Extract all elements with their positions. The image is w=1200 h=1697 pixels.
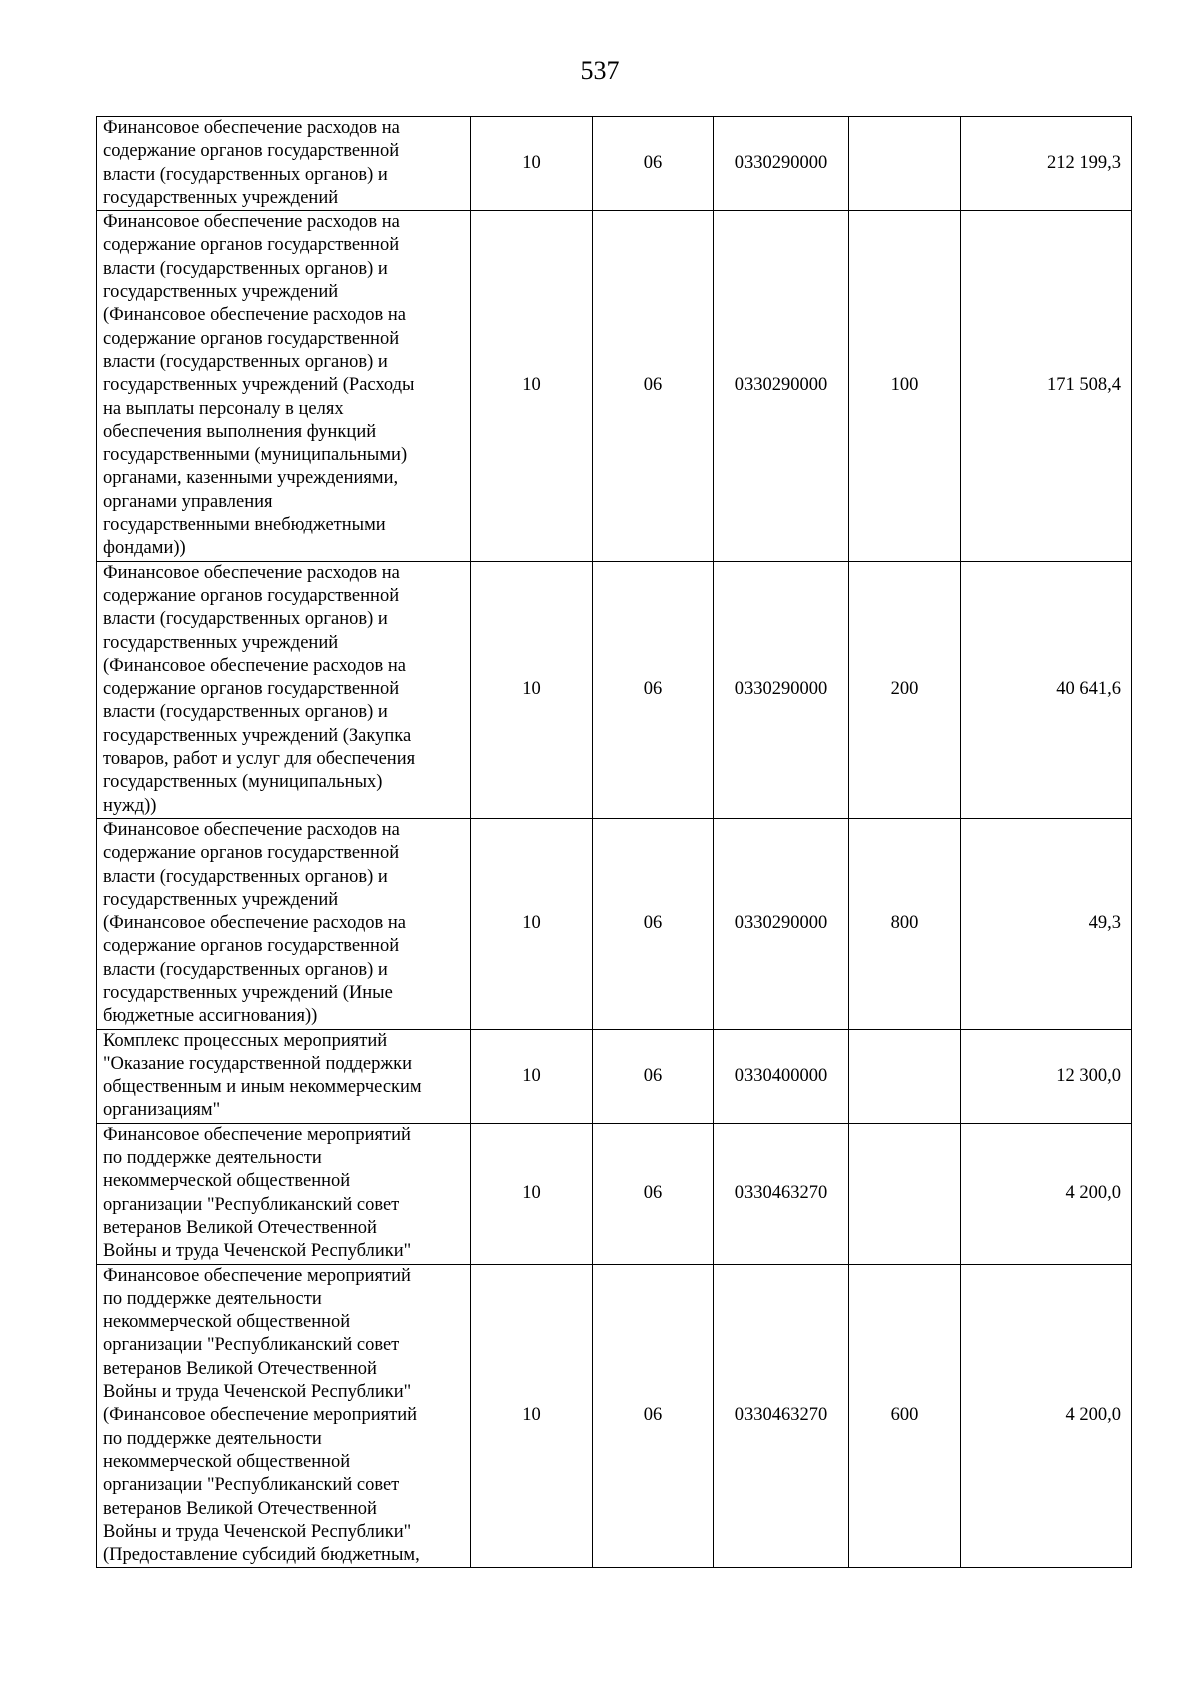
expense-name-line: власти (государственных органов) и [103,258,388,279]
expense-name-line: некоммерческой общественной [103,1171,351,1192]
expense-name-line: государственных учреждений (Расходы [103,375,415,396]
subsection-code-cell: 06 [593,117,714,211]
expense-name-line: государственных учреждений (Закупка [103,725,412,746]
expense-name-line: (Финансовое обеспечение расходов на [103,913,407,934]
expense-name-cell [97,1029,471,1123]
expense-name-line: общественным и иным некоммерческим [103,1077,422,1098]
expense-name-line: ветеранов Великой Отечественной [103,1358,377,1379]
expense-name-cell [97,818,471,1029]
amount-cell: 4 200,0 [961,1123,1132,1264]
subsection-code-cell: 06 [593,1264,714,1568]
page-number: 537 [580,56,620,85]
expense-type-cell [849,1123,961,1264]
section-code-cell: 10 [471,1264,593,1568]
expense-name-line: власти (государственных органов) и [103,164,388,185]
expense-name-line: организациям" [103,1100,221,1121]
expense-name-line: Войны и труда Чеченской Республики" [103,1521,412,1542]
expense-name-line: фондами)) [103,538,186,559]
expense-name-line: власти (государственных органов) и [103,609,388,630]
expense-name-line: государственных учреждений (Иные [103,982,393,1003]
expense-name-line: организации "Республиканский совет [103,1194,400,1215]
expense-name-cell [97,117,471,211]
expense-name-line: государственными внебюджетными [103,515,386,536]
subsection-code-cell: 06 [593,1029,714,1123]
expense-name-cell [97,211,471,561]
expense-name-line: ветеранов Великой Отечественной [103,1498,377,1519]
expense-name-line: "Оказание государственной поддержки [103,1053,413,1074]
expense-name-line: Финансовое обеспечение расходов на [103,212,400,233]
expense-name-line: государственных учреждений [103,632,339,653]
table-row [97,1029,1132,1123]
expense-name-line: бюджетные ассигнования)) [103,1006,318,1027]
expense-type-cell [849,117,961,211]
expense-name-line: Войны и труда Чеченской Республики" [103,1382,412,1403]
expense-name-line: некоммерческой общественной [103,1451,351,1472]
expense-name-line: (Предоставление субсидий бюджетным, [103,1545,420,1566]
section-code-cell: 10 [471,1029,593,1123]
expense-name-line: власти (государственных органов) и [103,702,388,723]
expense-name-line: содержание органов государственной [103,585,400,606]
expense-type-cell: 800 [849,818,961,1029]
expense-name-cell [97,1264,471,1568]
expense-name-line: по поддержке деятельности [103,1148,322,1169]
expense-name-cell [97,561,471,818]
expense-name-line: власти (государственных органов) и [103,351,388,372]
expense-name-line: содержание органов государственной [103,679,400,700]
expense-name-line: по поддержке деятельности [103,1428,322,1449]
expense-name-line: органами, казенными учреждениями, [103,468,399,489]
subsection-code-cell: 06 [593,1123,714,1264]
table-row [97,818,1132,1029]
expense-name-line: (Финансовое обеспечение мероприятий [103,1405,418,1426]
expense-name-line: Комплекс процессных мероприятий [103,1030,388,1051]
budget-table-body [97,117,1132,1568]
target-article-cell: 0330290000 [714,818,849,1029]
target-article-cell: 0330290000 [714,117,849,211]
expense-name-line: нужд)) [103,795,157,816]
expense-type-cell: 200 [849,561,961,818]
expense-name-line: органами управления [103,491,273,512]
table-row [97,1123,1132,1264]
subsection-code-cell: 06 [593,561,714,818]
expense-name-line: государственных учреждений [103,889,339,910]
expense-name-line: власти (государственных органов) и [103,959,388,980]
budget-table [96,116,1132,1568]
expense-name-line: Финансовое обеспечение расходов на [103,562,400,583]
expense-name-line: содержание органов государственной [103,141,400,162]
section-code-cell: 10 [471,1123,593,1264]
amount-cell: 212 199,3 [961,117,1132,211]
expense-name-line: государственными (муниципальными) [103,445,408,466]
expense-name-line: ветеранов Великой Отечественной [103,1217,377,1238]
subsection-code-cell: 06 [593,211,714,561]
expense-name-line: некоммерческой общественной [103,1312,351,1333]
table-row [97,117,1132,211]
expense-name-line: Финансовое обеспечение мероприятий [103,1124,411,1145]
expense-name-line: Финансовое обеспечение расходов на [103,118,400,138]
expense-type-cell [849,1029,961,1123]
expense-type-cell: 600 [849,1264,961,1568]
section-code-cell: 10 [471,117,593,211]
table-row [97,211,1132,561]
target-article-cell: 0330463270 [714,1264,849,1568]
expense-name-line: организации "Республиканский совет [103,1335,400,1356]
table-row [97,561,1132,818]
table-row [97,1264,1132,1568]
expense-name-line: Войны и труда Чеченской Республики" [103,1241,412,1262]
target-article-cell: 0330290000 [714,211,849,561]
expense-name-cell [97,1123,471,1264]
subsection-code-cell: 06 [593,818,714,1029]
amount-cell: 171 508,4 [961,211,1132,561]
expense-name-line: организации "Республиканский совет [103,1475,400,1496]
expense-name-line: (Финансовое обеспечение расходов на [103,305,407,326]
section-code-cell: 10 [471,211,593,561]
expense-name-line: содержание органов государственной [103,328,400,349]
expense-name-line: (Финансовое обеспечение расходов на [103,655,407,676]
expense-name-line: содержание органов государственной [103,843,400,864]
expense-name-line: Финансовое обеспечение мероприятий [103,1265,411,1286]
expense-name-line: государственных учреждений [103,282,339,303]
expense-name-line: по поддержке деятельности [103,1288,322,1309]
section-code-cell: 10 [471,818,593,1029]
section-code-cell: 10 [471,561,593,818]
expense-name-line: содержание органов государственной [103,235,400,256]
expense-name-line: государственных учреждений [103,187,339,208]
expense-name-line: содержание органов государственной [103,936,400,957]
target-article-cell: 0330400000 [714,1029,849,1123]
target-article-cell: 0330463270 [714,1123,849,1264]
expense-name-line: обеспечения выполнения функций [103,421,377,442]
expense-name-line: Финансовое обеспечение расходов на [103,819,400,840]
amount-cell: 4 200,0 [961,1264,1132,1568]
target-article-cell: 0330290000 [714,561,849,818]
expense-name-line: государственных (муниципальных) [103,772,383,793]
amount-cell: 40 641,6 [961,561,1132,818]
amount-cell: 12 300,0 [961,1029,1132,1123]
expense-type-cell: 100 [849,211,961,561]
expense-name-line: власти (государственных органов) и [103,866,388,887]
expense-name-line: на выплаты персоналу в целях [103,398,344,419]
expense-name-line: товаров, работ и услуг для обеспечения [103,749,416,770]
amount-cell: 49,3 [961,818,1132,1029]
